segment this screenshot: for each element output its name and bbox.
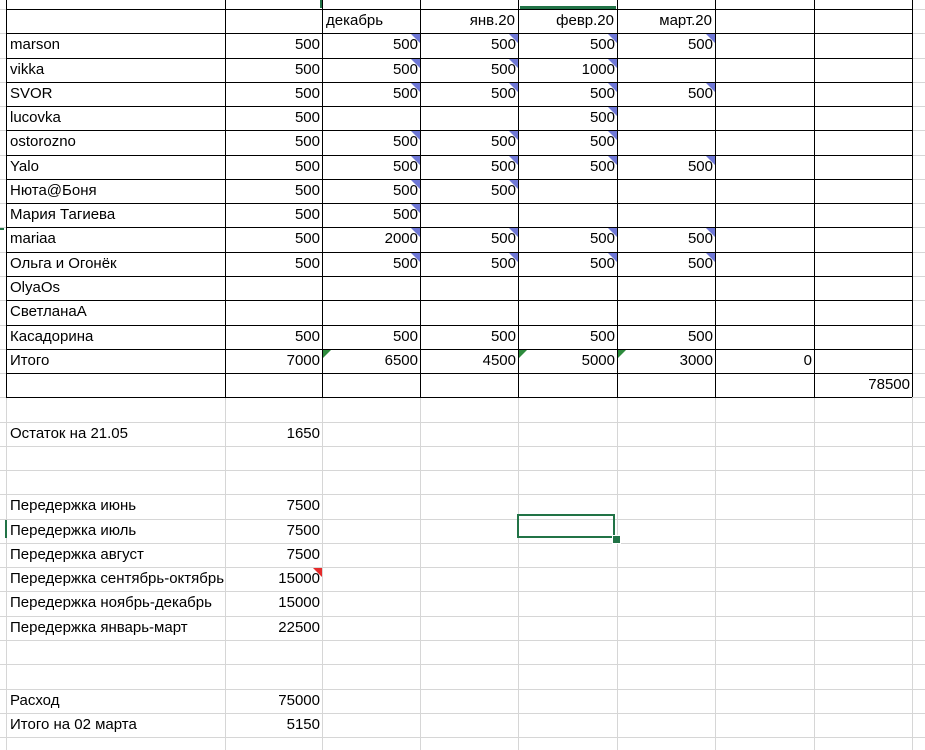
payment-cell[interactable]: 500 <box>392 206 418 223</box>
payment-cell[interactable]: 500 <box>589 255 615 272</box>
payment-cell[interactable]: 2000 <box>384 230 418 247</box>
member-name[interactable]: Мария Тагиева <box>10 206 116 223</box>
payment-cell[interactable]: 500 <box>490 36 516 53</box>
payment-cell[interactable]: 500 <box>687 36 713 53</box>
payment-cell[interactable] <box>618 106 715 130</box>
comment-indicator <box>608 107 617 116</box>
payment-cell[interactable]: 500 <box>589 230 615 247</box>
total-cell[interactable]: 6500 <box>384 352 418 369</box>
comment-indicator <box>608 156 617 165</box>
gridline-horizontal <box>0 664 925 665</box>
table-border-horizontal <box>6 373 912 374</box>
error-flag <box>519 350 527 358</box>
payment-cell[interactable]: 500 <box>490 182 516 199</box>
comment-indicator <box>706 156 715 165</box>
comment-indicator <box>411 59 420 68</box>
payment-cell[interactable]: 500 <box>490 158 516 175</box>
payment-cell[interactable]: 500 <box>294 61 320 78</box>
payment-cell[interactable] <box>421 300 518 324</box>
table-border-vertical <box>814 0 815 397</box>
comment-indicator <box>706 228 715 237</box>
payment-cell[interactable] <box>618 130 715 154</box>
payment-cell[interactable] <box>421 106 518 130</box>
payment-cell[interactable]: 500 <box>392 85 418 102</box>
payment-cell[interactable]: 500 <box>589 36 615 53</box>
final-total-label[interactable]: Итого на 02 марта <box>10 716 137 733</box>
payment-cell[interactable] <box>323 106 420 130</box>
table-border-vertical <box>912 0 913 397</box>
comment-indicator <box>706 253 715 262</box>
payment-cell[interactable]: 500 <box>294 255 320 272</box>
comment-indicator <box>411 131 420 140</box>
payment-cell[interactable]: 500 <box>392 158 418 175</box>
comment-indicator <box>509 131 518 140</box>
payment-cell[interactable]: 500 <box>294 328 320 345</box>
member-name[interactable]: ostorozno <box>10 133 76 150</box>
payment-cell[interactable]: 500 <box>294 206 320 223</box>
member-name[interactable]: Нюта@Боня <box>10 182 97 199</box>
total-cell[interactable]: 0 <box>803 352 812 369</box>
foster-value[interactable]: 7500 <box>286 497 320 514</box>
payment-cell[interactable] <box>421 276 518 300</box>
payment-cell[interactable] <box>226 276 322 300</box>
comment-indicator <box>608 228 617 237</box>
comment-indicator <box>411 253 420 262</box>
comment-indicator <box>509 83 518 92</box>
comment-indicator <box>608 34 617 43</box>
member-name[interactable]: vikka <box>10 61 45 78</box>
comment-indicator <box>509 34 518 43</box>
member-name[interactable]: Yalo <box>10 158 39 175</box>
error-flag <box>323 350 331 358</box>
payment-cell[interactable]: 500 <box>392 36 418 53</box>
payment-cell[interactable] <box>519 179 617 203</box>
payment-cell[interactable]: 500 <box>490 255 516 272</box>
comment-indicator <box>509 180 518 189</box>
fill-handle[interactable] <box>612 535 621 544</box>
comment-indicator <box>509 228 518 237</box>
comment-indicator <box>411 204 420 213</box>
row-selection-marker <box>0 228 4 230</box>
payment-cell[interactable]: 500 <box>589 85 615 102</box>
comment-indicator <box>411 156 420 165</box>
column-header[interactable]: февр.20 <box>556 12 614 29</box>
final-total-value[interactable]: 5150 <box>286 716 320 733</box>
comment-indicator <box>608 59 617 68</box>
foster-value[interactable]: 7500 <box>286 522 320 539</box>
member-name[interactable]: Ольга и Огонёк <box>10 255 117 272</box>
balance-label[interactable]: Остаток на 21.05 <box>10 425 128 442</box>
member-name[interactable]: mariaa <box>10 230 56 247</box>
payment-cell[interactable] <box>618 276 715 300</box>
payment-cell[interactable] <box>618 203 715 227</box>
payment-cell[interactable]: 500 <box>687 158 713 175</box>
expense-label[interactable]: Расход <box>10 692 60 709</box>
foster-label[interactable]: Передержка январь-март <box>10 619 188 636</box>
payment-cell[interactable] <box>421 203 518 227</box>
table-border-vertical <box>715 0 716 397</box>
comment-indicator <box>509 156 518 165</box>
comment-indicator <box>608 131 617 140</box>
payment-cell[interactable]: 500 <box>589 133 615 150</box>
payment-cell[interactable] <box>519 203 617 227</box>
foster-value[interactable]: 7500 <box>286 546 320 563</box>
comment-indicator <box>706 34 715 43</box>
payment-cell[interactable]: 500 <box>392 61 418 78</box>
table-border-horizontal <box>6 397 912 398</box>
payment-cell[interactable]: 500 <box>392 182 418 199</box>
foster-value[interactable]: 22500 <box>278 619 320 636</box>
payment-cell[interactable]: 500 <box>294 158 320 175</box>
expense-value[interactable]: 75000 <box>278 692 320 709</box>
payment-cell[interactable]: 500 <box>294 85 320 102</box>
payment-cell[interactable]: 500 <box>294 182 320 199</box>
payment-cell[interactable]: 500 <box>687 85 713 102</box>
total-cell[interactable]: 7000 <box>286 352 320 369</box>
total-cell[interactable]: 5000 <box>581 352 615 369</box>
comment-indicator <box>411 180 420 189</box>
payment-cell[interactable]: 500 <box>490 85 516 102</box>
payment-cell[interactable]: 500 <box>294 109 320 126</box>
balance-value[interactable]: 1650 <box>286 425 320 442</box>
comment-indicator <box>706 83 715 92</box>
comment-indicator <box>411 34 420 43</box>
gridline-horizontal <box>0 640 925 641</box>
payment-cell[interactable]: 500 <box>294 133 320 150</box>
payment-cell[interactable]: 500 <box>392 328 418 345</box>
payment-cell[interactable] <box>618 58 715 82</box>
payment-cell[interactable]: 500 <box>392 255 418 272</box>
total-cell[interactable]: 4500 <box>482 352 516 369</box>
comment-indicator <box>608 83 617 92</box>
foster-value[interactable]: 15000 <box>278 570 320 587</box>
member-name[interactable]: SVOR <box>10 85 53 102</box>
gridline-horizontal <box>0 737 925 738</box>
payment-cell[interactable]: 500 <box>589 158 615 175</box>
payment-cell[interactable] <box>323 300 420 324</box>
payment-cell[interactable] <box>323 276 420 300</box>
member-name[interactable]: lucovka <box>10 109 61 126</box>
payment-cell[interactable]: 500 <box>490 133 516 150</box>
payment-cell[interactable]: 500 <box>294 230 320 247</box>
payment-cell[interactable]: 500 <box>589 328 615 345</box>
member-name[interactable]: marson <box>10 36 61 53</box>
comment-indicator <box>509 253 518 262</box>
payment-cell[interactable]: 500 <box>687 230 713 247</box>
payment-cell[interactable]: 500 <box>687 255 713 272</box>
member-name[interactable]: Касадорина <box>10 328 94 345</box>
error-flag <box>618 350 626 358</box>
total-cell[interactable]: 3000 <box>679 352 713 369</box>
comment-indicator <box>411 228 420 237</box>
payment-cell[interactable]: 500 <box>294 36 320 53</box>
payment-cell[interactable] <box>519 276 617 300</box>
foster-label[interactable]: Передержка июль <box>10 522 137 539</box>
gridline-horizontal <box>0 470 925 471</box>
comment-indicator <box>608 253 617 262</box>
payment-cell[interactable]: 500 <box>490 328 516 345</box>
payment-cell[interactable] <box>618 179 715 203</box>
comment-indicator <box>313 568 322 577</box>
payment-cell[interactable]: 500 <box>589 109 615 126</box>
grand-total-cell[interactable]: 78500 <box>868 376 910 393</box>
payment-cell[interactable] <box>519 300 617 324</box>
payment-cell[interactable]: 500 <box>490 230 516 247</box>
foster-label[interactable]: Передержка июнь <box>10 497 137 514</box>
column-header[interactable]: декабрь <box>326 12 384 29</box>
selected-cell[interactable] <box>517 514 615 538</box>
column-header[interactable]: март.20 <box>659 12 712 29</box>
comment-indicator <box>411 83 420 92</box>
foster-value[interactable]: 15000 <box>278 594 320 611</box>
member-name[interactable]: OlyaOs <box>10 279 61 296</box>
payment-cell[interactable] <box>618 300 715 324</box>
payment-cell[interactable]: 500 <box>490 61 516 78</box>
payment-cell[interactable] <box>226 300 322 324</box>
payment-cell[interactable]: 1000 <box>581 61 615 78</box>
member-name[interactable]: СветланаA <box>10 303 87 320</box>
comment-indicator <box>509 59 518 68</box>
payment-cell[interactable]: 500 <box>687 328 713 345</box>
payment-cell[interactable]: 500 <box>392 133 418 150</box>
foster-label[interactable]: Передержка ноябрь-декабрь <box>10 594 212 611</box>
gridline-horizontal <box>0 446 925 447</box>
totals-label[interactable]: Итого <box>10 352 50 369</box>
foster-label[interactable]: Передержка август <box>10 546 144 563</box>
foster-label[interactable]: Передержка сентябрь-октябрь <box>10 570 225 587</box>
column-header[interactable]: янв.20 <box>469 12 515 29</box>
